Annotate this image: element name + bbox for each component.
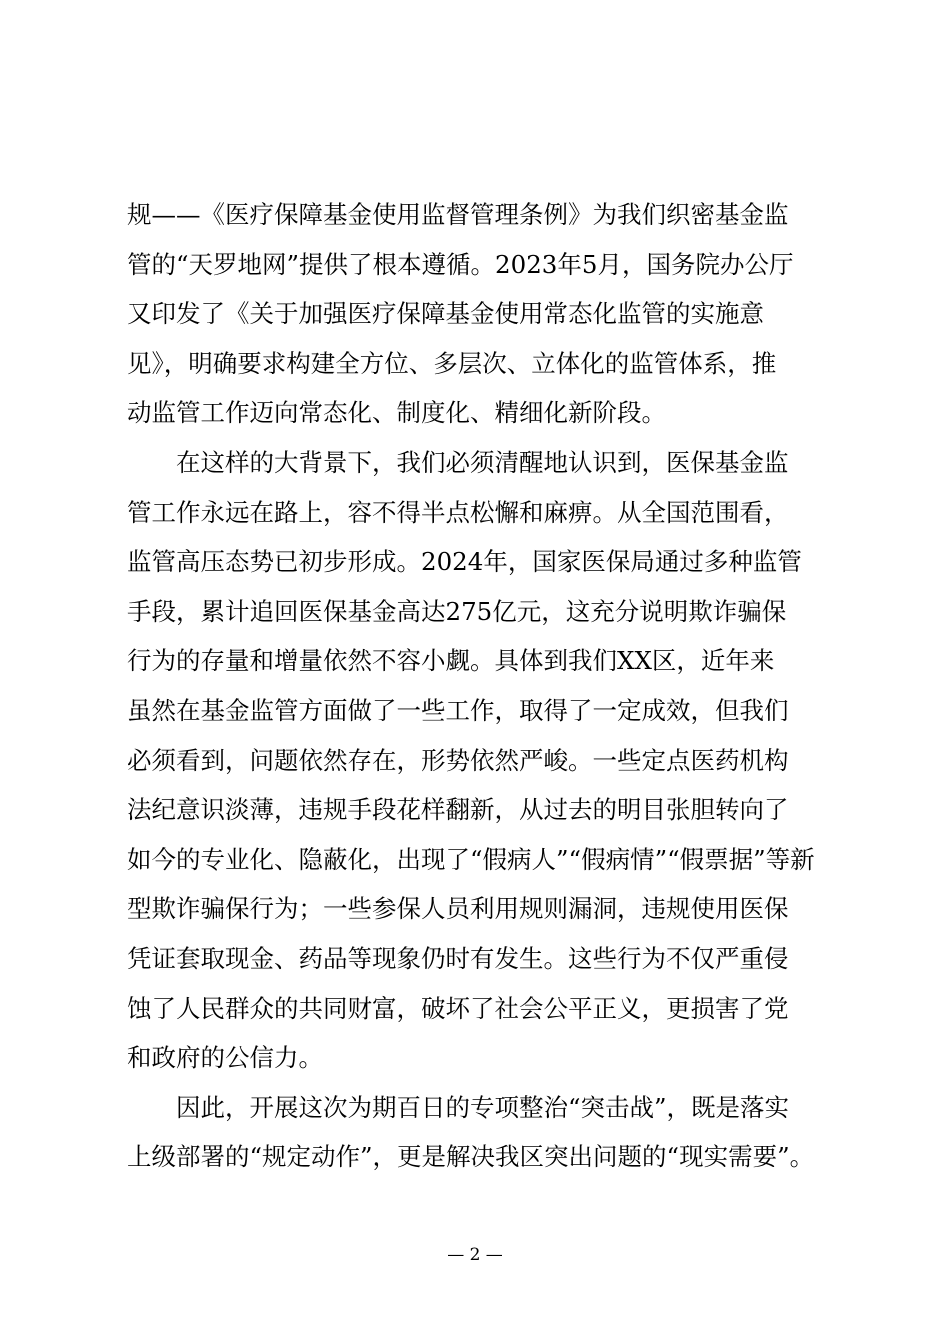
text-line: 见》，明确要求构建全方位、多层次、立体化的监管体系，推 [127,348,777,378]
text-line: 法纪意识淡薄，违规手段花样翻新，从过去的明目张胆转向了 [127,795,789,825]
text-line: 型欺诈骗保行为；一些参保人员利用规则漏洞，违规使用医保 [127,894,789,924]
paragraph-1 [127,190,827,438]
text-line: 蚀了人民群众的共同财富，破坏了社会公平正义，更损害了党 [127,993,789,1023]
text-line: 手段，累计追回医保基金高达275亿元，这充分说明欺诈骗保 [127,596,787,626]
paragraph-3 [127,1083,827,1182]
text-line: 如今的专业化、隐蔽化，出现了“假病人”“假病情”“假票据”等新 [127,844,815,874]
document-body [127,190,827,1182]
text-line: 虽然在基金监管方面做了一些工作，取得了一定成效，但我们 [127,695,789,725]
text-line: 又印发了《关于加强医疗保障基金使用常态化监管的实施意 [127,299,764,329]
text-line: 规——《医疗保障基金使用监督管理条例》为我们织密基金监 [127,200,789,229]
text-line: 管的“天罗地网”提供了根本遵循。2023年5月，国务院办公厅 [127,249,794,279]
text-line: 动监管工作迈向常态化、制度化、精细化新阶段。 [127,398,666,428]
paragraph-2 [127,438,827,1083]
text-line: 管工作永远在路上，容不得半点松懈和麻痹。从全国范围看， [127,497,789,527]
text-line: 和政府的公信力。 [127,1043,323,1073]
page-number: — 2 — [447,1245,503,1265]
text-line: 行为的存量和增量依然不容小觑。具体到我们XX区，近年来 [127,646,775,676]
text-line: 因此，开展这次为期百日的专项整治“突击战”，既是落实 [176,1092,790,1122]
text-line: 必须看到，问题依然存在，形势依然严峻。一些定点医药机构 [127,745,789,775]
text-line: 上级部署的“规定动作”，更是解决我区突出问题的“现实需要”。 [127,1142,815,1172]
text-line: 监管高压态势已初步形成。2024年，国家医保局通过多种监管 [127,547,802,577]
text-line: 在这样的大背景下，我们必须清醒地认识到，医保基金监 [176,447,789,477]
text-line: 凭证套取现金、药品等现象仍时有发生。这些行为不仅严重侵 [127,943,789,973]
